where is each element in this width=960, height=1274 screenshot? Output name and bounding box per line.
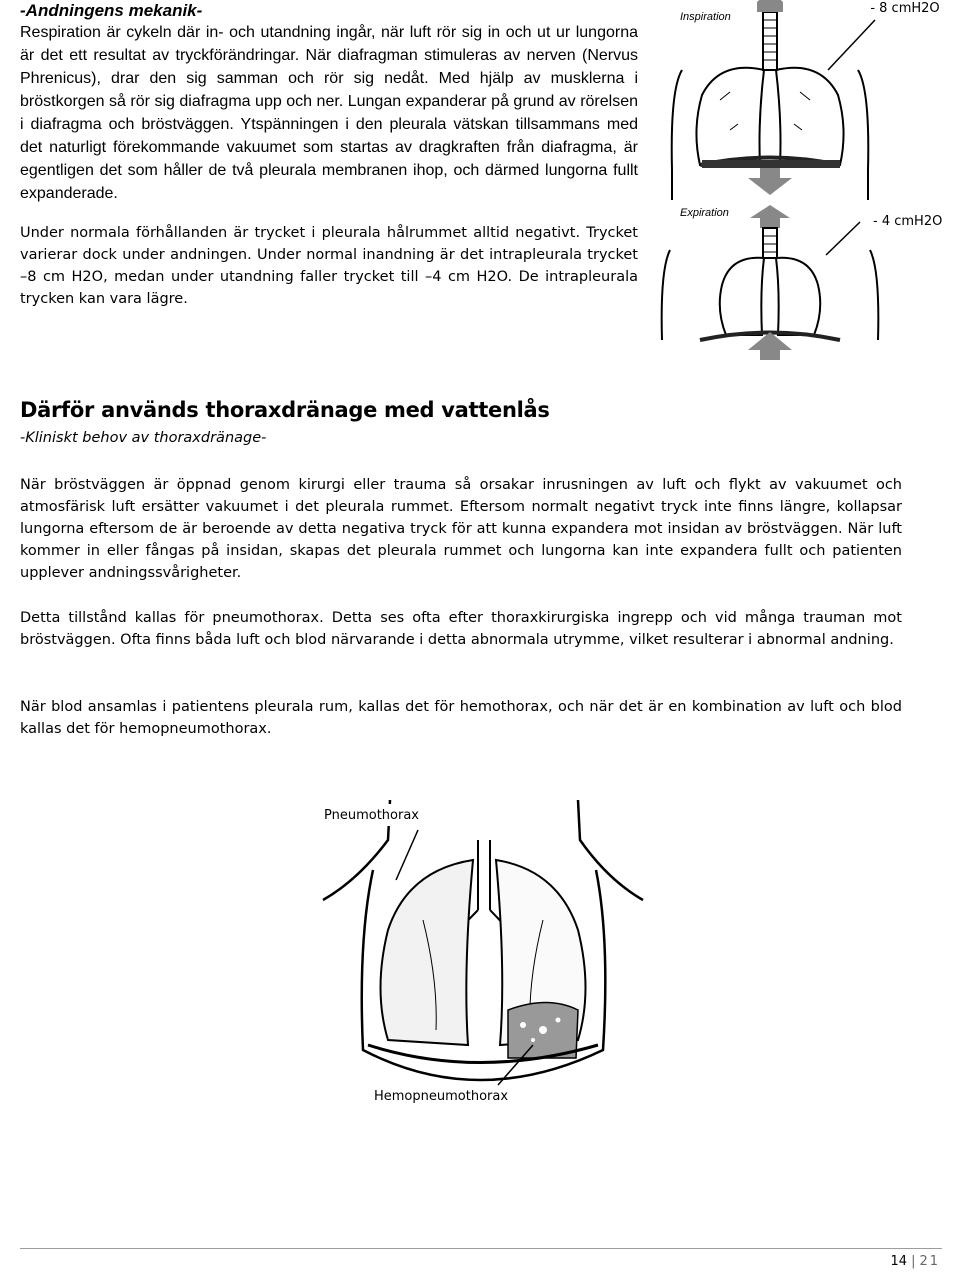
subheading: -Kliniskt behov av thoraxdränage- — [20, 430, 267, 446]
inspiration-pressure-label: - 8 cmH2O — [870, 1, 940, 16]
paragraph-opened-chest: När bröstväggen är öppnad genom kirurgi eller trauma så orsakar inrusningen av luft och flykt av vakuumet och atmosfärisk luft ersätter vakuumet i det pleurala rummet. Eftersom normalt negativt tryck inte finns längre, kollapsar lungorna eftersom de är beroende av detta negativa tryck för att kunna expandera mot insidan av bröstväggen. När luft kommer in eller fångas på insidan, skapas det pleurala rummet och lungorna kan inte expandera fullt och patienten upplever andningssvårigheter. — [20, 477, 902, 581]
blood-bubble — [556, 1018, 561, 1023]
breathing-figure — [660, 0, 960, 360]
inspiration-arrow-top — [757, 0, 783, 12]
page-number — [891, 1254, 940, 1269]
thorax-outline — [323, 800, 643, 1080]
expiration-chest — [662, 228, 879, 340]
left-lung — [381, 860, 474, 1045]
pneumothorax-pointer-line — [396, 830, 418, 880]
pneumothorax-diagram — [318, 800, 648, 1110]
page-current: 14 — [890, 1254, 908, 1269]
paragraph-intrapleural-pressure: Under normala förhållanden är trycket i pleurala hålrummet alltid negativt. Trycket varierar dock under andningen. Under normal inandning är det intrapleurala trycket –8 cm H2O, medan under utandning faller trycket till –4 cm H2O. De intrapleurala trycken kan vara lägre. — [20, 225, 638, 307]
expiration-arrow-bottom — [748, 332, 792, 360]
pneumothorax-label: Pneumothorax — [324, 808, 419, 823]
blood-bubble — [531, 1038, 535, 1042]
expiration-pressure-label: - 4 cmH2O — [873, 214, 943, 229]
inspiration-title: Inspiration — [680, 11, 731, 23]
footer-divider — [20, 1248, 942, 1249]
inspiration-arrow-bottom — [748, 168, 792, 195]
hemopneumothorax-label: Hemopneumothorax — [374, 1089, 509, 1104]
paragraph-hemothorax: När blod ansamlas i patientens pleurala rum, kallas det för hemothorax, och när det är en kombination av luft och blod kallas det för hemopneumothorax. — [20, 699, 902, 737]
blood-bubble — [539, 1026, 547, 1034]
breathing-diagram — [660, 0, 960, 360]
expiration-title: Expiration — [680, 207, 729, 219]
paragraph-breathing-mechanics: Respiration är cykeln där in- och utandning ingår, när luft rör sig in och ut ur lungorna är det ett resultat av tryckförändringar. När diafragman stimuleras av nerven (Nervus Phrenicus), drar den sig samman och rör sig nedåt. Med hjälp av musklerna i bröstkorgen så rör sig diafragma upp och ner. Lungan expanderar på grund av rörelsen i diafragma och bröstväggen. Ytspänningen i den pleurala vätskan tillsammans med det naturligt förekommande vakuumet som startas av dragkraften från diafragma, är egentligen det som håller de två pleurala membranen ihop, och därmed lungorna fullt expanderade. — [20, 24, 638, 202]
page-separator: | — [911, 1254, 916, 1269]
page-total: 21 — [919, 1254, 940, 1269]
section-heading: -Andningens mekanik- — [20, 1, 203, 20]
main-heading: Därför används thoraxdränage med vattenlås — [20, 398, 550, 422]
inspiration-air-arrows — [720, 92, 810, 130]
blood-bubble — [520, 1022, 526, 1028]
pneumothorax-figure — [318, 800, 648, 1110]
inspiration-pointer-line — [828, 20, 875, 70]
inspiration-diaphragm — [702, 160, 840, 168]
expiration-pointer-line — [826, 222, 860, 255]
expiration-arrow-top — [750, 205, 790, 228]
paragraph-pneumothorax: Detta tillstånd kallas för pneumothorax. Detta ses ofta efter thoraxkirurgiska ingrepp och vid många trauman mot bröstväggen. Ofta finns båda luft och blod närvarande i detta abnormala utrymme, vilket resulterar i abnormal andning. — [20, 610, 902, 648]
